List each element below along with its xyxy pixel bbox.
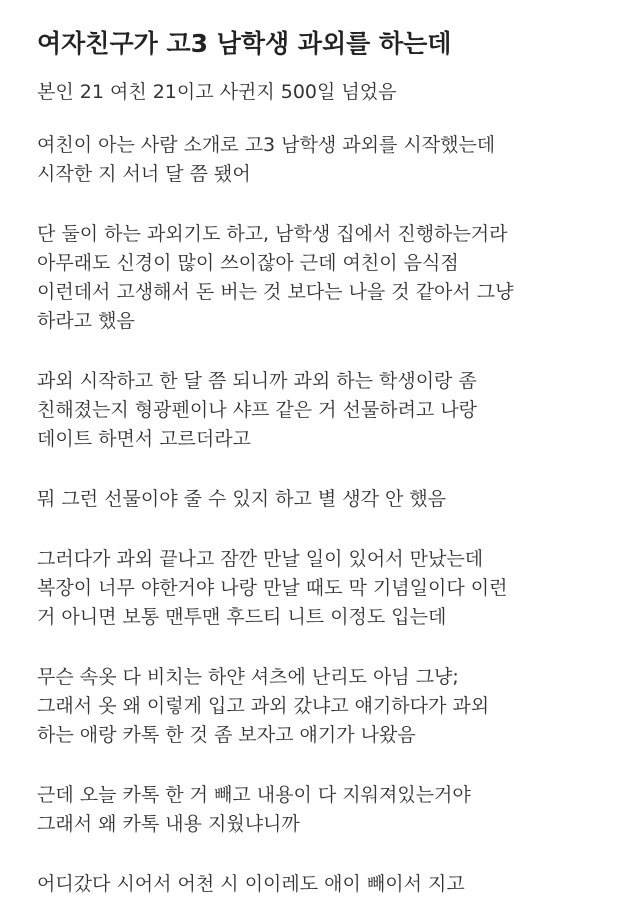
text-line: 본인 21 여친 21이고 사귄지 500일 넘었음	[37, 81, 397, 103]
text-line: 복장이 너무 야한거야 나랑 만날 때도 막 기념일이다 이런	[37, 577, 508, 599]
post-body	[37, 78, 620, 899]
text-line: 시작한 지 서너 달 쯤 됐어	[37, 163, 251, 185]
text-line: 아무래도 신경이 많이 쓰이잖아 근데 여친이 음식점	[37, 252, 459, 274]
paragraph-6	[37, 545, 620, 632]
text-line: 단 둘이 하는 과외기도 하고, 남학생 집에서 진행하는거라	[37, 223, 508, 245]
paragraph-3	[37, 220, 620, 336]
text-line: 그러다가 과외 끝나고 잠깐 만날 일이 있어서 만났는데	[37, 548, 484, 570]
text-line: 근데 오늘 카톡 한 거 빼고 내용이 다 지워져있는거야	[37, 784, 471, 806]
paragraph-9	[37, 870, 620, 899]
text-line: 뭐 그런 선물이야 줄 수 있지 하고 별 생각 안 했음	[37, 488, 447, 510]
paragraph-5	[37, 485, 620, 514]
text-line: 하라고 했음	[37, 310, 135, 332]
paragraph-4	[37, 367, 620, 454]
text-line: 하는 애랑 카톡 한 것 좀 보자고 얘기가 나왔음	[37, 724, 416, 746]
text-line: 그래서 옷 왜 이렇게 입고 과외 갔냐고 얘기하다가 과외	[37, 695, 490, 717]
text-line: 여친이 아는 사람 소개로 고3 남학생 과외를 시작했는데	[37, 134, 496, 156]
text-line: 거 아니면 보통 맨투맨 후드티 니트 이정도 입는데	[37, 606, 447, 628]
paragraph-2	[37, 131, 620, 189]
text-line: 무슨 속옷 다 비치는 하얀 셔츠에 난리도 아님 그냥;	[37, 666, 459, 688]
text-line: 그래서 왜 카톡 내용 지웠냐니까	[37, 813, 300, 835]
paragraph-7	[37, 663, 620, 750]
post-title: 여자친구가 고3 남학생 과외를 하는데	[37, 29, 452, 58]
text-line: 데이트 하면서 고르더라고	[37, 428, 251, 450]
paragraph-8	[37, 781, 620, 839]
text-line: 친해졌는지 형광펜이나 샤프 같은 거 선물하려고 나랑	[37, 399, 478, 421]
text-line: 과외 시작하고 한 달 쯤 되니까 과외 하는 학생이랑 좀	[37, 370, 477, 392]
text-line: 이런데서 고생해서 돈 버는 것 보다는 나을 것 같아서 그냥	[37, 281, 514, 303]
text-line: 어디갔다 시어서 어천 시 이이레도 애이 빼이서 지고	[37, 873, 465, 895]
paragraph-1	[37, 78, 620, 107]
